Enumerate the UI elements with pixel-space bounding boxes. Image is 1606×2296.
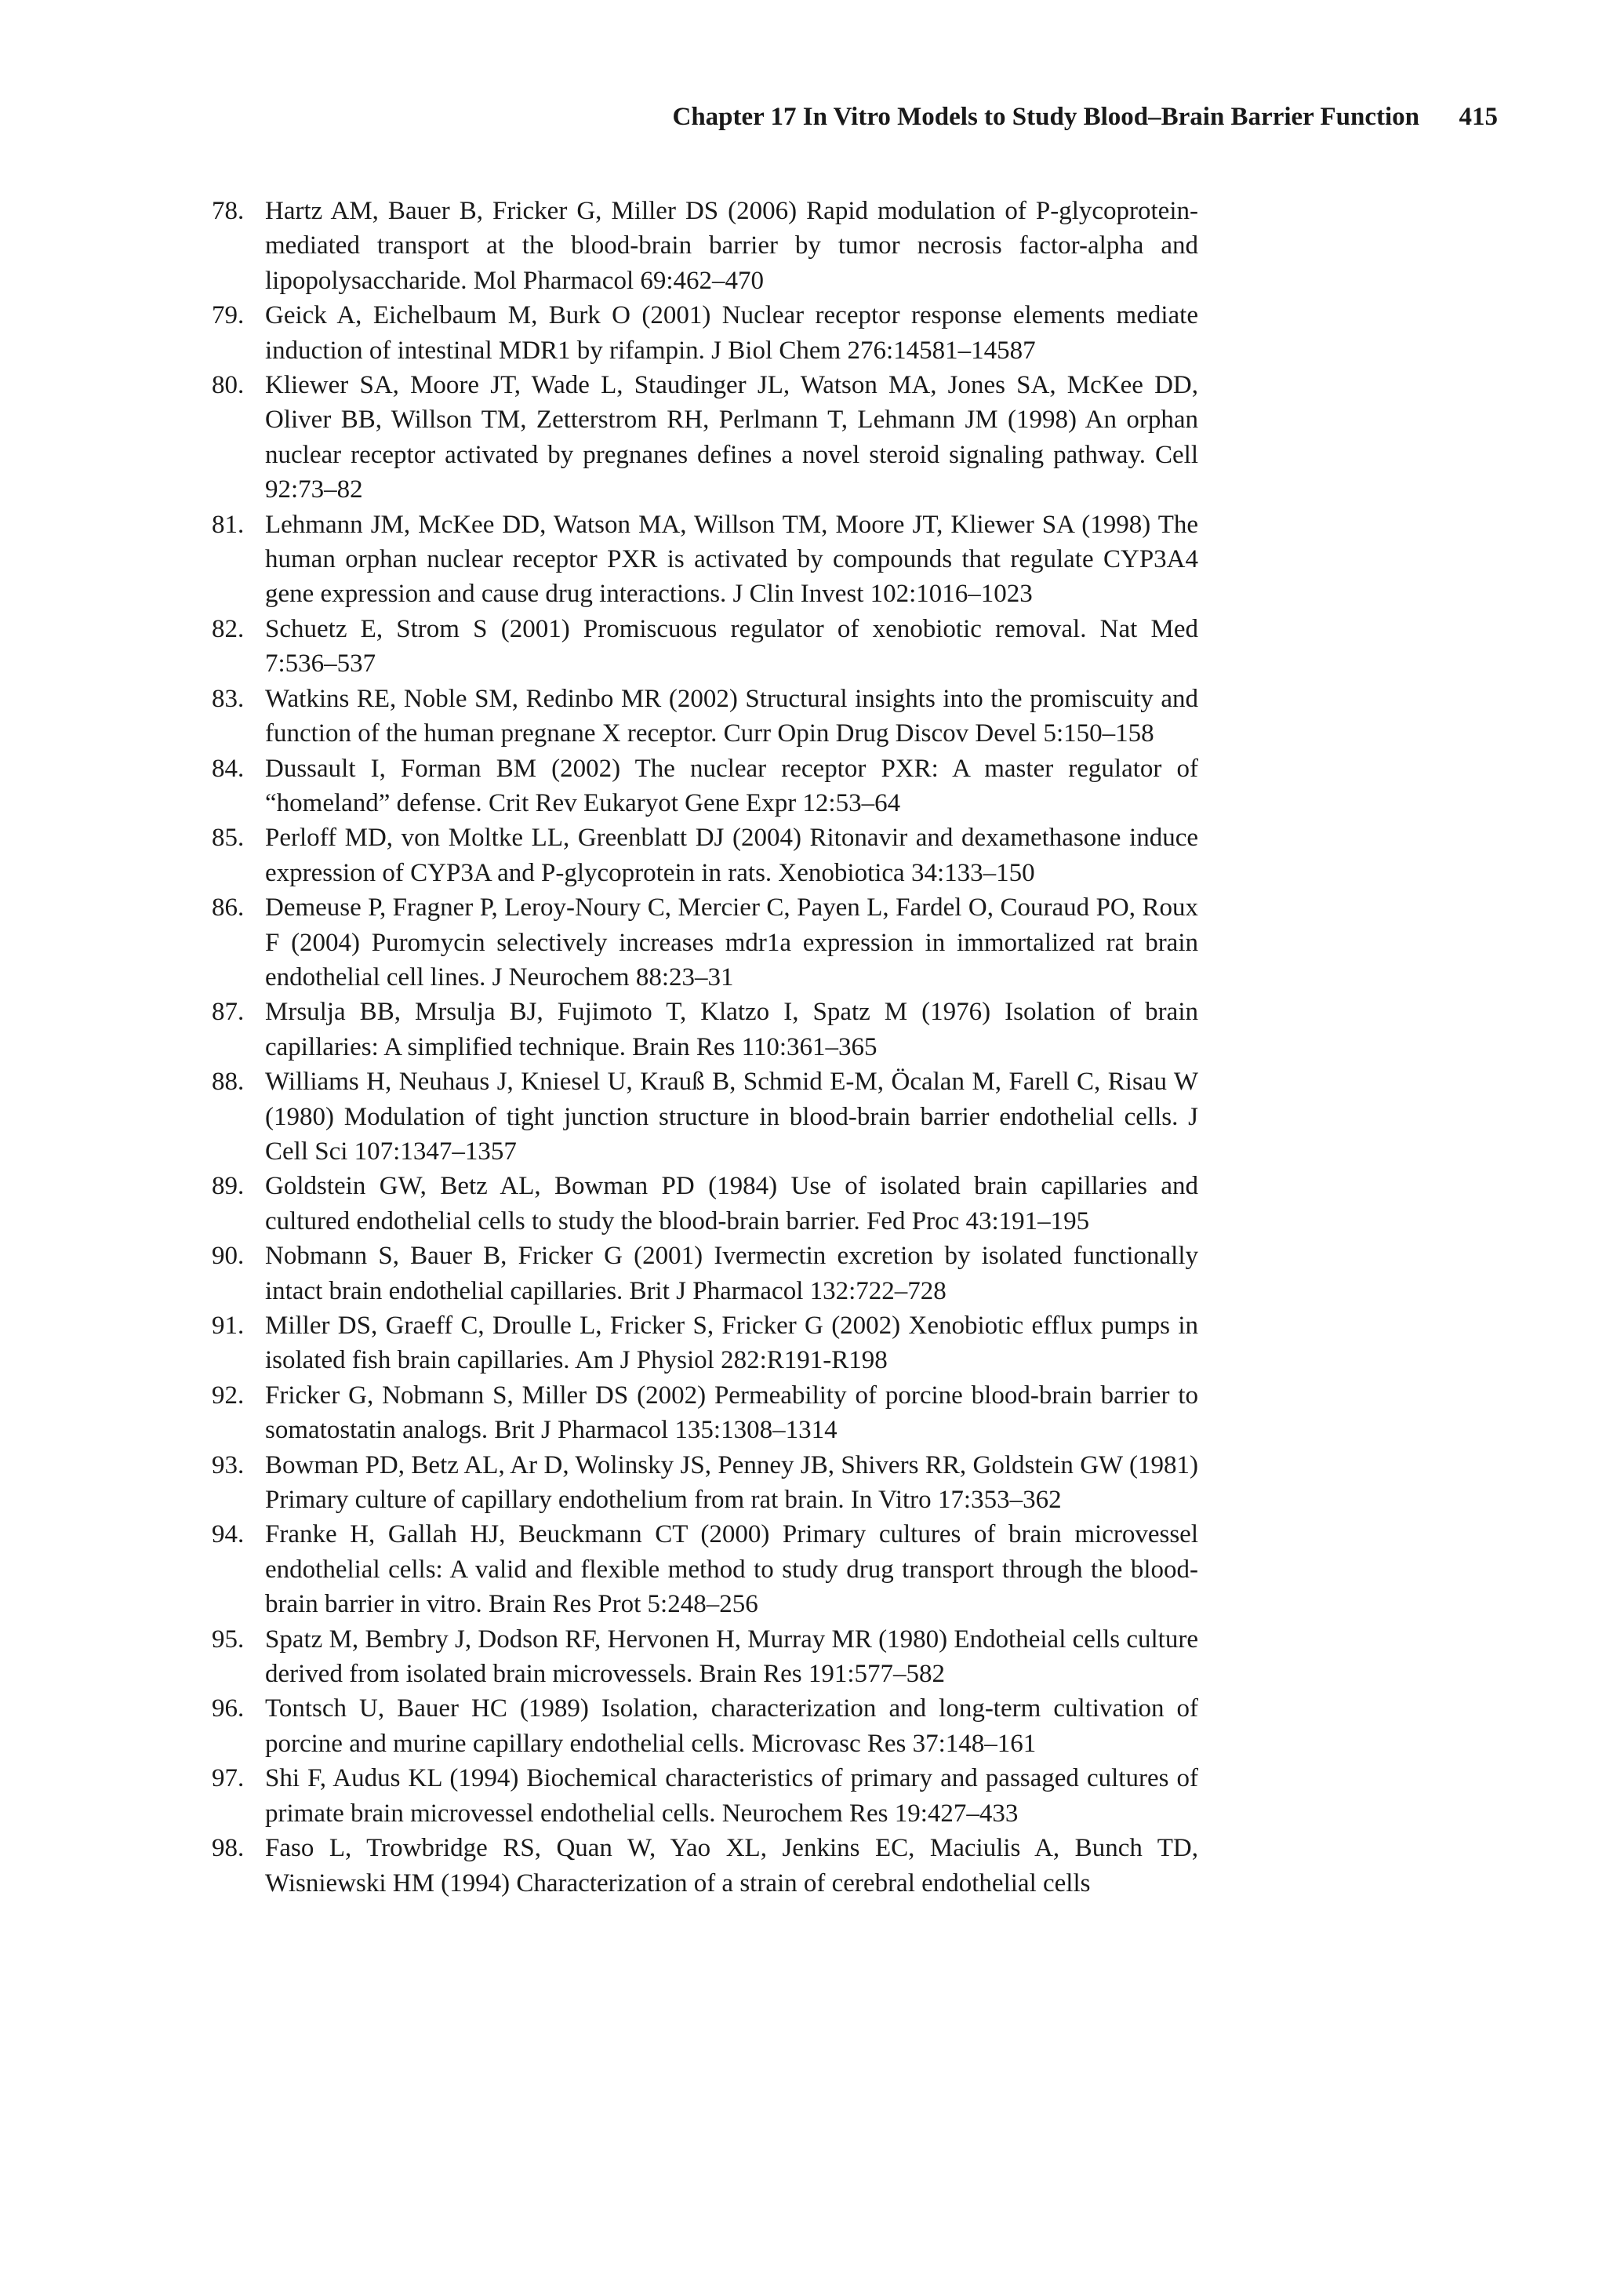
reference-number: 83.	[212, 684, 245, 713]
reference-number: 88.	[212, 1068, 245, 1097]
reference-item	[212, 194, 1198, 298]
reference-text: Geick A, Eichelbaum M, Burk O (2001) Nuclear receptor response elements mediate induction of intestinal MDR1 by rifampin. J Biol Chem 276:14581–14587	[265, 301, 1198, 365]
reference-number: 87.	[212, 998, 245, 1027]
reference-item	[212, 298, 1198, 368]
reference-text: Hartz AM, Bauer B, Fricker G, Miller DS (2006) Rapid modulation of P-glycoprotein-mediated transport at the blood-brain barrier by tumor necrosis factor-alpha and lipopolysaccharide. Mol Pharmacol 69:462–470	[265, 197, 1198, 295]
reference-item	[212, 368, 1198, 508]
running-head-title: Chapter 17 In Vitro Models to Study Blood–Brain Barrier Function	[672, 103, 1419, 131]
reference-item	[212, 1064, 1198, 1169]
reference-number: 97.	[212, 1764, 245, 1793]
reference-number: 96.	[212, 1694, 245, 1723]
reference-text: Faso L, Trowbridge RS, Quan W, Yao XL, Jenkins EC, Maciulis A, Bunch TD, Wisniewski HM (1994) Characterization of a strain of cerebral endothelial cells	[265, 1834, 1198, 1898]
running-head	[212, 99, 1498, 135]
reference-number: 91.	[212, 1312, 245, 1340]
reference-text: Lehmann JM, McKee DD, Watson MA, Willson TM, Moore JT, Kliewer SA (1998) The human orphan nuclear receptor PXR is activated by compounds that regulate CYP3A4 gene expression and cause drug interactions. J Clin Invest 102:1016–1023	[265, 510, 1198, 609]
reference-item	[212, 1169, 1198, 1239]
reference-text: Nobmann S, Bauer B, Fricker G (2001) Ivermectin excretion by isolated functionally intact brain endothelial capillaries. Brit J Pharmacol 132:722–728	[265, 1242, 1198, 1305]
reference-text: Shi F, Audus KL (1994) Biochemical characteristics of primary and passaged cultures of primate brain microvessel endothelial cells. Neurochem Res 19:427–433	[265, 1764, 1198, 1828]
reference-number: 79.	[212, 301, 245, 330]
reference-text: Spatz M, Bembry J, Dodson RF, Hervonen H, Murray MR (1980) Endotheial cells culture derived from isolated brain microvessels. Brain Res 191:577–582	[265, 1625, 1198, 1689]
reference-number: 95.	[212, 1625, 245, 1654]
reference-item	[212, 1622, 1198, 1692]
reference-item	[212, 1517, 1198, 1621]
reference-item	[212, 751, 1198, 821]
reference-item	[212, 821, 1198, 890]
reference-item	[212, 612, 1198, 682]
reference-item	[212, 1378, 1198, 1448]
reference-text: Mrsulja BB, Mrsulja BJ, Fujimoto T, Klatzo I, Spatz M (1976) Isolation of brain capillaries: A simplified technique. Brain Res 110:361–365	[265, 998, 1198, 1061]
reference-item	[212, 995, 1198, 1064]
reference-item	[212, 1308, 1198, 1378]
reference-text: Watkins RE, Noble SM, Redinbo MR (2002) Structural insights into the promiscuity and function of the human pregnane X receptor. Curr Opin Drug Discov Devel 5:150–158	[265, 684, 1198, 748]
reference-item	[212, 1831, 1198, 1901]
reference-text: Kliewer SA, Moore JT, Wade L, Staudinger JL, Watson MA, Jones SA, McKee DD, Oliver BB, Willson TM, Zetterstrom RH, Perlmann T, Lehmann JM (1998) An orphan nuclear receptor activated by pregnanes defines a novel steroid signaling pathway. Cell 92:73–82	[265, 371, 1198, 504]
reference-item	[212, 682, 1198, 751]
reference-text: Franke H, Gallah HJ, Beuckmann CT (2000) Primary cultures of brain microvessel endothelial cells: A valid and flexible method to study drug transport through the blood-brain barrier in vitro. Brain Res Prot 5:248–256	[265, 1520, 1198, 1619]
reference-number: 98.	[212, 1834, 245, 1863]
reference-item	[212, 890, 1198, 995]
reference-number: 78.	[212, 197, 245, 225]
reference-number: 92.	[212, 1381, 245, 1410]
reference-item	[212, 1239, 1198, 1308]
reference-text: Perloff MD, von Moltke LL, Greenblatt DJ (2004) Ritonavir and dexamethasone induce expression of CYP3A and P-glycoprotein in rats. Xenobiotica 34:133–150	[265, 824, 1198, 887]
reference-number: 80.	[212, 371, 245, 400]
reference-text: Bowman PD, Betz AL, Ar D, Wolinsky JS, Penney JB, Shivers RR, Goldstein GW (1981) Primary culture of capillary endothelium from rat brain. In Vitro 17:353–362	[265, 1450, 1198, 1515]
reference-number: 82.	[212, 614, 245, 643]
reference-text: Williams H, Neuhaus J, Kniesel U, Krauß B, Schmid E-M, Öcalan M, Farell C, Risau W (1980) Modulation of tight junction structure in blood-brain barrier endothelial cells. J Cell Sci 107:1347–1357	[265, 1068, 1198, 1166]
reference-number: 89.	[212, 1172, 245, 1201]
reference-item	[212, 1448, 1198, 1518]
reference-item	[212, 1691, 1198, 1761]
reference-text: Dussault I, Forman BM (2002) The nuclear receptor PXR: A master regulator of “homeland” defense. Crit Rev Eukaryot Gene Expr 12:53–64	[265, 754, 1198, 817]
reference-list	[212, 194, 1198, 1901]
reference-number: 86.	[212, 893, 245, 922]
reference-text: Goldstein GW, Betz AL, Bowman PD (1984) Use of isolated brain capillaries and cultured endothelial cells to study the blood-brain barrier. Fed Proc 43:191–195	[265, 1172, 1198, 1235]
reference-number: 94.	[212, 1520, 245, 1549]
reference-number: 90.	[212, 1242, 245, 1271]
reference-text: Tontsch U, Bauer HC (1989) Isolation, characterization and long-term cultivation of porcine and murine capillary endothelial cells. Microvasc Res 37:148–161	[265, 1694, 1198, 1758]
reference-text: Fricker G, Nobmann S, Miller DS (2002) Permeability of porcine blood-brain barrier to somatostatin analogs. Brit J Pharmacol 135:1308–1314	[265, 1381, 1198, 1445]
reference-text: Demeuse P, Fragner P, Leroy-Noury C, Mercier C, Payen L, Fardel O, Couraud PO, Roux F (2004) Puromycin selectively increases mdr1a expression in immortalized rat brain endothelial cell lines. J Neurochem 88:23–31	[265, 893, 1198, 992]
reference-text: Miller DS, Graeff C, Droulle L, Fricker S, Fricker G (2002) Xenobiotic efflux pumps in isolated fish brain capillaries. Am J Physiol 282:R191-R198	[265, 1312, 1198, 1375]
reference-number: 84.	[212, 754, 245, 783]
reference-text: Schuetz E, Strom S (2001) Promiscuous regulator of xenobiotic removal. Nat Med 7:536–537	[265, 614, 1198, 679]
reference-number: 81.	[212, 510, 245, 539]
reference-number: 93.	[212, 1450, 245, 1479]
reference-item	[212, 508, 1198, 612]
page-number: 415	[1459, 103, 1498, 131]
reference-item	[212, 1761, 1198, 1831]
reference-number: 85.	[212, 824, 245, 853]
